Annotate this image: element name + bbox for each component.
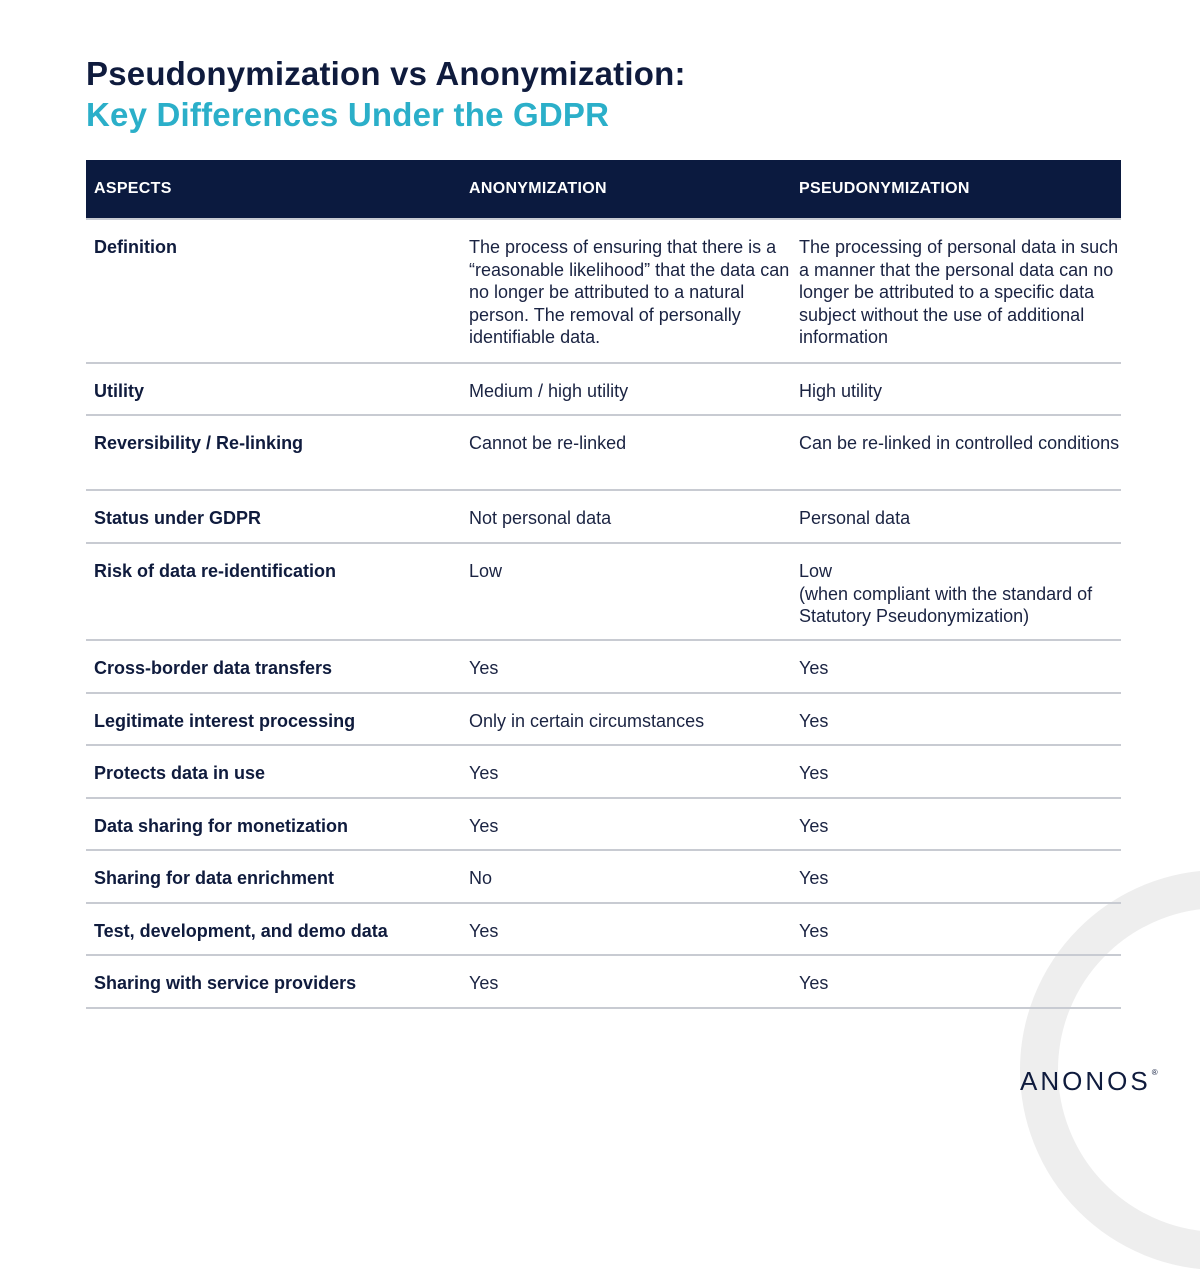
row-pseudonymization: Can be re-linked in controlled conditions xyxy=(799,433,1120,453)
row-anonymization: Yes xyxy=(469,973,499,993)
table-row xyxy=(86,641,1121,694)
row-pseudonymization: Yes xyxy=(799,921,829,941)
row-pseudonymization: Yes xyxy=(799,973,829,993)
row-aspect: Test, development, and demo data xyxy=(94,921,388,941)
row-anonymization: Yes xyxy=(469,816,499,836)
table-row xyxy=(86,904,1121,956)
header-pseudonymization: PSEUDONYMIZATION xyxy=(799,180,970,197)
comparison-table xyxy=(86,160,1121,1009)
row-pseudonymization: High utility xyxy=(799,381,883,401)
row-aspect: Definition xyxy=(94,237,177,257)
row-anonymization: Low xyxy=(469,561,503,581)
table-row xyxy=(86,799,1121,851)
row-pseudonymization: Yes xyxy=(799,711,829,731)
row-pseudonymization: The processing of personal data in such a manner that the personal data can no longer be attributed to a specific data subject without the use of additional information xyxy=(799,237,1119,347)
row-anonymization: Only in certain circumstances xyxy=(469,711,705,731)
row-aspect: Status under GDPR xyxy=(94,508,262,528)
row-aspect: Utility xyxy=(94,381,145,401)
row-aspect: Cross-border data transfers xyxy=(94,658,333,678)
table-row xyxy=(86,851,1121,904)
row-anonymization: Not personal data xyxy=(469,508,612,528)
header-aspects: ASPECTS xyxy=(94,180,172,197)
table-row xyxy=(86,491,1121,544)
row-aspect: Reversibility / Re-linking xyxy=(94,433,304,453)
row-anonymization: Yes xyxy=(469,763,499,783)
row-anonymization: The process of ensuring that there is a “reasonable likelihood” that the data can no longer be attributed to a natural person. The removal of personally identifiable data. xyxy=(469,237,790,347)
table-row xyxy=(86,746,1121,799)
table-row xyxy=(86,694,1121,746)
row-aspect: Legitimate interest processing xyxy=(94,711,356,731)
logo-text: ANONOS xyxy=(1020,1066,1151,1096)
page-title: Pseudonymization vs Anonymization: xyxy=(86,55,686,92)
row-pseudonymization: Personal data xyxy=(799,508,911,528)
row-anonymization: Yes xyxy=(469,921,499,941)
header-anonymization: ANONYMIZATION xyxy=(469,180,607,197)
row-pseudonymization: Yes xyxy=(799,763,829,783)
row-anonymization: Yes xyxy=(469,658,499,678)
table-header xyxy=(86,160,1121,220)
row-anonymization: Cannot be re-linked xyxy=(469,433,627,453)
table-row xyxy=(86,544,1121,641)
row-aspect: Risk of data re-identification xyxy=(94,561,337,581)
row-pseudonymization: Yes xyxy=(799,658,829,678)
row-aspect: Data sharing for monetization xyxy=(94,816,349,836)
table-row xyxy=(86,956,1121,1009)
row-aspect: Sharing with service providers xyxy=(94,973,357,993)
row-aspect: Sharing for data enrichment xyxy=(94,868,335,888)
row-anonymization: Medium / high utility xyxy=(469,381,629,401)
row-pseudonymization: Yes xyxy=(799,816,829,836)
page-subtitle: Key Differences Under the GDPR xyxy=(86,96,610,133)
registered-mark: ® xyxy=(1151,1068,1158,1077)
row-pseudonymization: Yes xyxy=(799,868,829,888)
table-row xyxy=(86,220,1121,364)
table-row xyxy=(86,364,1121,416)
title-block xyxy=(86,54,686,136)
table-row xyxy=(86,416,1121,491)
anonos-logo xyxy=(1020,1066,1158,1097)
row-aspect: Protects data in use xyxy=(94,763,266,783)
row-anonymization: No xyxy=(469,868,493,888)
row-pseudonymization: Low (when compliant with the standard of Statutory Pseudonymization) xyxy=(799,561,1093,626)
